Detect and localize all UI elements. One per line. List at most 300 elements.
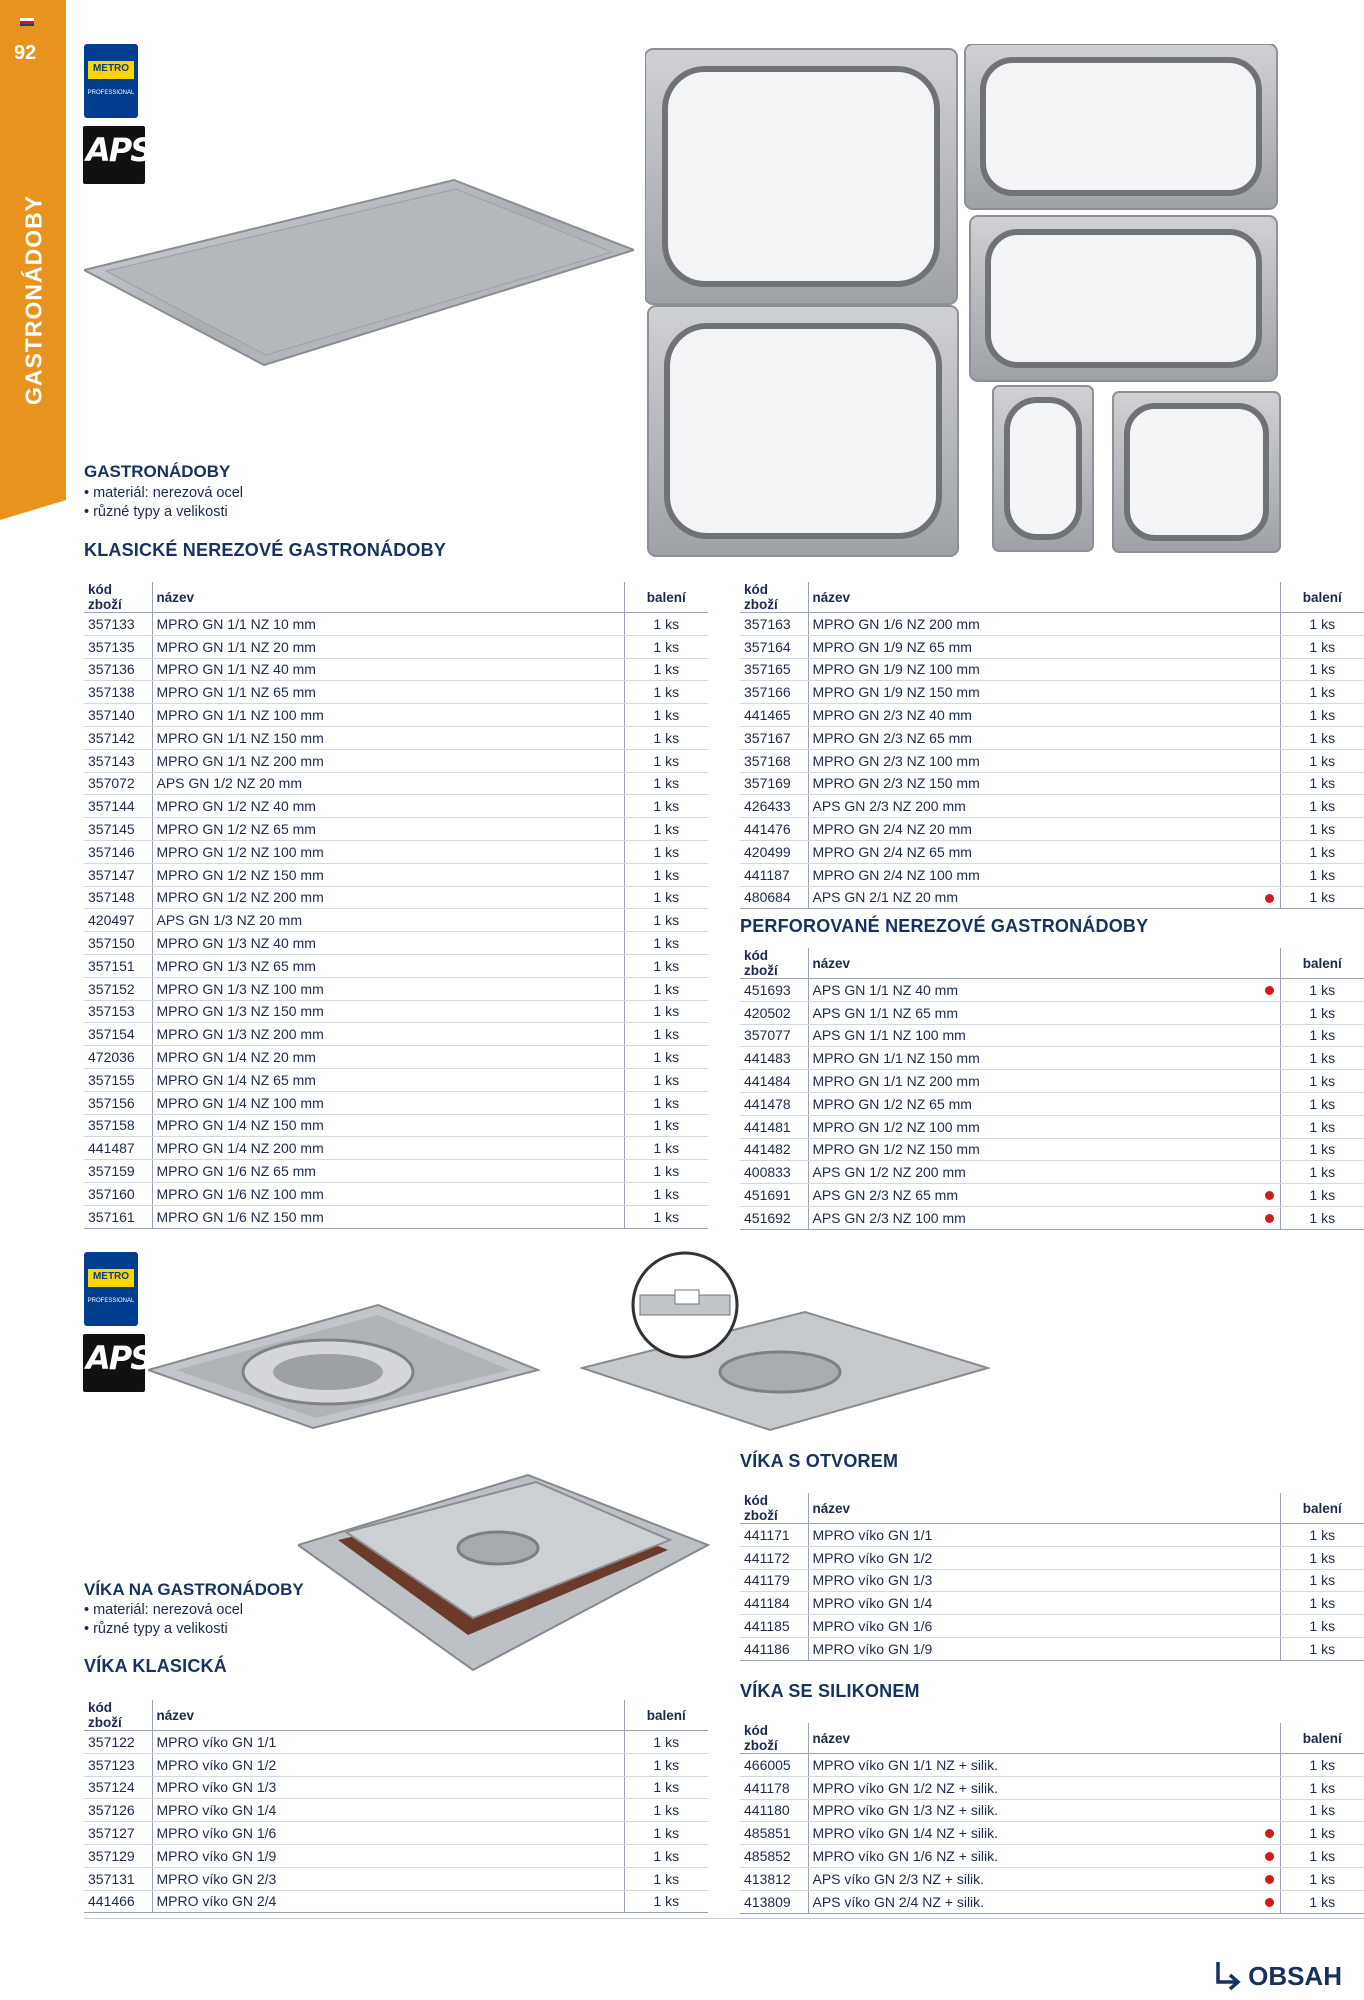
cell-code-text: 357155	[88, 1071, 135, 1088]
cell-name-text: MPRO GN 1/4 NZ 100 mm	[156, 1094, 324, 1111]
cell-code	[740, 886, 808, 909]
cell-name	[808, 749, 1280, 772]
cell-code	[84, 1091, 152, 1114]
cell-code	[84, 1000, 152, 1023]
cell-code	[740, 1867, 808, 1890]
cell-code-text: 441481	[744, 1118, 791, 1135]
cell-code	[84, 1776, 152, 1799]
cell-name-text: MPRO víko GN 1/4	[156, 1802, 277, 1819]
cell-code-text: 357131	[88, 1870, 135, 1887]
cell-name-text: MPRO GN 1/3 NZ 150 mm	[156, 1003, 324, 1020]
cell-pack-text: 1 ks	[653, 935, 680, 952]
table-row	[84, 1844, 708, 1867]
cell-name-text: APS víko GN 2/3 NZ + silik.	[812, 1870, 985, 1887]
new-item-dot-icon	[1265, 1191, 1274, 1200]
cell-code-text: 357126	[88, 1802, 135, 1819]
cell-name	[808, 1754, 1280, 1777]
table-row	[740, 863, 1364, 886]
cell-code	[740, 1206, 808, 1229]
cell-code-text: 441171	[744, 1526, 790, 1543]
cell-code-text: 420502	[744, 1004, 791, 1021]
cell-code-text: 357122	[88, 1733, 135, 1750]
cell-name-text: MPRO GN 1/6 NZ 100 mm	[156, 1185, 324, 1202]
table-row	[84, 909, 708, 932]
cell-name-text: APS GN 1/2 NZ 200 mm	[812, 1164, 966, 1181]
table-row	[84, 704, 708, 727]
cell-code	[84, 977, 152, 1000]
cell-code-text: 413809	[744, 1893, 791, 1910]
aps-logo: APS	[83, 126, 145, 184]
cell-pack-text: 1 ks	[1309, 1209, 1336, 1226]
cell-code-text: 357142	[88, 729, 135, 746]
cell-code	[740, 795, 808, 818]
cell-code	[740, 863, 808, 886]
table-row	[740, 1024, 1364, 1047]
cell-code	[740, 726, 808, 749]
cell-code	[84, 1205, 152, 1228]
table-row	[740, 886, 1364, 909]
cell-name	[152, 1046, 624, 1069]
cell-name	[808, 979, 1280, 1002]
cell-pack	[624, 658, 708, 681]
cell-name	[152, 863, 624, 886]
cell-code-text: 400833	[744, 1164, 791, 1181]
cell-code	[84, 1182, 152, 1205]
cell-code	[740, 1184, 808, 1207]
cell-pack	[624, 1160, 708, 1183]
cell-pack-text: 1 ks	[653, 1026, 680, 1043]
cell-name	[152, 635, 624, 658]
cell-pack-text: 1 ks	[653, 1071, 680, 1088]
cell-pack-text: 1 ks	[653, 1140, 680, 1157]
cell-code	[740, 1615, 808, 1638]
table-klasicke-right	[740, 582, 1364, 909]
cell-name	[152, 772, 624, 795]
cell-pack-text: 1 ks	[653, 957, 680, 974]
cell-code	[740, 1799, 808, 1822]
table-row	[740, 1092, 1364, 1115]
cell-name	[152, 726, 624, 749]
cell-code	[84, 840, 152, 863]
flag-icon	[20, 18, 34, 26]
table-vika-silikon	[740, 1723, 1364, 1914]
column-header-name: název	[808, 948, 1280, 979]
cell-code-text: 420497	[88, 912, 135, 929]
cell-name	[808, 1637, 1280, 1660]
cell-name-text: MPRO víko GN 1/9	[812, 1640, 933, 1657]
cell-pack	[1280, 1799, 1364, 1822]
cell-pack-text: 1 ks	[653, 775, 680, 792]
cell-pack-text: 1 ks	[1309, 1595, 1336, 1612]
cell-pack	[624, 635, 708, 658]
section2-bullets	[84, 1601, 243, 1639]
cell-code-text: 466005	[744, 1756, 791, 1773]
cell-code	[84, 726, 152, 749]
cell-pack-text: 1 ks	[653, 1893, 680, 1910]
table-row	[740, 681, 1364, 704]
cell-pack	[624, 772, 708, 795]
cell-pack	[1280, 681, 1364, 704]
table-row	[84, 635, 708, 658]
cell-code	[740, 1524, 808, 1547]
column-header-pack: balení	[624, 582, 708, 613]
table-header-row	[740, 948, 1364, 979]
table-row	[84, 1731, 708, 1754]
cell-name-text: MPRO víko GN 1/2	[812, 1549, 933, 1566]
cell-pack	[1280, 1047, 1364, 1070]
cell-name-text: MPRO GN 1/1 NZ 40 mm	[156, 661, 316, 678]
cell-code-text: 441179	[744, 1572, 790, 1589]
cell-pack	[1280, 1776, 1364, 1799]
cell-pack	[624, 886, 708, 909]
cell-name	[808, 635, 1280, 658]
table-row	[84, 1822, 708, 1845]
cell-name	[808, 1001, 1280, 1024]
table-row	[84, 726, 708, 749]
table-row	[84, 1867, 708, 1890]
cell-pack-text: 1 ks	[653, 821, 680, 838]
cell-code	[84, 1753, 152, 1776]
cell-pack-text: 1 ks	[653, 980, 680, 997]
cell-name	[152, 840, 624, 863]
cell-code-text: 357150	[88, 935, 135, 952]
table-row	[740, 1592, 1364, 1615]
cell-pack	[1280, 658, 1364, 681]
cell-name-text: MPRO GN 2/4 NZ 65 mm	[812, 843, 972, 860]
table-row	[740, 613, 1364, 636]
cell-name-text: MPRO GN 1/2 NZ 65 mm	[156, 821, 316, 838]
table-perforovane	[740, 948, 1364, 1230]
cell-name	[152, 1753, 624, 1776]
cell-name-text: MPRO víko GN 1/1	[156, 1733, 277, 1750]
cell-pack	[1280, 1115, 1364, 1138]
cell-name-text: MPRO GN 1/3 NZ 200 mm	[156, 1026, 324, 1043]
table-row	[740, 772, 1364, 795]
cell-name	[808, 1024, 1280, 1047]
cell-pack-text: 1 ks	[1309, 1050, 1336, 1067]
cell-name-text: MPRO GN 1/4 NZ 150 mm	[156, 1117, 324, 1134]
cell-pack	[624, 613, 708, 636]
cell-name-text: MPRO GN 1/1 NZ 150 mm	[156, 729, 324, 746]
cell-code-text: 451693	[744, 981, 791, 998]
cell-pack	[624, 954, 708, 977]
cell-code-text: 441476	[744, 821, 791, 838]
cell-name-text: MPRO víko GN 1/3	[156, 1779, 277, 1796]
column-header-pack: balení	[624, 1700, 708, 1731]
column-header-name: název	[152, 1700, 624, 1731]
cell-code-text: 441178	[744, 1779, 790, 1796]
cell-pack	[624, 863, 708, 886]
cell-pack-text: 1 ks	[1309, 775, 1336, 792]
cell-code	[84, 635, 152, 658]
subtitle-vika-silikon: VÍKA SE SILIKONEM	[740, 1681, 920, 1701]
table-row	[84, 840, 708, 863]
cell-pack-text: 1 ks	[653, 912, 680, 929]
cell-code-text: 357163	[744, 615, 791, 632]
cell-code	[740, 1001, 808, 1024]
cell-name-text: MPRO GN 1/6 NZ 65 mm	[156, 1163, 316, 1180]
cell-pack-text: 1 ks	[653, 1756, 680, 1773]
cell-name	[808, 1867, 1280, 1890]
cell-name	[152, 658, 624, 681]
new-item-dot-icon	[1265, 986, 1274, 995]
cell-name	[808, 1092, 1280, 1115]
table-row	[84, 863, 708, 886]
cell-code	[740, 979, 808, 1002]
cell-pack	[624, 681, 708, 704]
cell-code	[740, 1890, 808, 1913]
cell-code-text: 357147	[88, 866, 135, 883]
cell-pack-text: 1 ks	[1309, 1004, 1336, 1021]
cell-pack-text: 1 ks	[1309, 821, 1336, 838]
cell-pack	[624, 1731, 708, 1754]
cell-name	[808, 1047, 1280, 1070]
cell-name-text: MPRO víko GN 1/1 NZ + silik.	[812, 1756, 999, 1773]
cell-code-text: 441184	[744, 1595, 790, 1612]
cell-pack	[624, 704, 708, 727]
cell-pack-text: 1 ks	[653, 1003, 680, 1020]
cell-pack	[624, 726, 708, 749]
cell-name-text: APS GN 1/2 NZ 20 mm	[156, 775, 302, 792]
cell-pack	[1280, 795, 1364, 818]
cell-name-text: MPRO GN 1/1 NZ 10 mm	[156, 615, 316, 632]
cell-code	[84, 772, 152, 795]
cell-name	[808, 772, 1280, 795]
cell-name	[808, 1569, 1280, 1592]
table-row	[84, 1137, 708, 1160]
cell-pack	[624, 1753, 708, 1776]
cell-pack-text: 1 ks	[1309, 1640, 1336, 1657]
cell-pack	[1280, 818, 1364, 841]
cell-code-text: 485851	[744, 1825, 791, 1842]
cell-pack	[1280, 1524, 1364, 1547]
cell-code-text: 357133	[88, 615, 135, 632]
table-row	[84, 818, 708, 841]
cell-pack-text: 1 ks	[653, 1802, 680, 1819]
cell-code-text: 357156	[88, 1094, 135, 1111]
cell-pack	[624, 1182, 708, 1205]
cell-name-text: MPRO GN 1/1 NZ 20 mm	[156, 638, 316, 655]
cell-name	[152, 1776, 624, 1799]
subtitle-klasicke: KLASICKÉ NEREZOVÉ GASTRONÁDOBY	[84, 540, 447, 560]
cell-code-text: 357165	[744, 661, 791, 678]
cell-code-text: 357140	[88, 707, 135, 724]
cell-pack	[1280, 1024, 1364, 1047]
cell-name-text: MPRO víko GN 1/6	[812, 1618, 933, 1635]
table-row	[740, 1615, 1364, 1638]
cell-name	[808, 1592, 1280, 1615]
cell-name	[152, 1890, 624, 1913]
cell-name-text: MPRO GN 1/6 NZ 150 mm	[156, 1208, 324, 1225]
cell-pack-text: 1 ks	[1309, 1870, 1336, 1887]
table-row	[84, 1068, 708, 1091]
table-row	[740, 1890, 1364, 1913]
cell-code	[84, 1890, 152, 1913]
cell-name	[808, 1184, 1280, 1207]
cell-name	[808, 1070, 1280, 1093]
cell-code-text: 441466	[88, 1893, 135, 1910]
cell-code	[84, 863, 152, 886]
side-label: GASTRONÁDOBY	[20, 194, 47, 406]
new-item-dot-icon	[1265, 894, 1274, 903]
table-row	[84, 1023, 708, 1046]
cell-pack-text: 1 ks	[1309, 889, 1336, 906]
cell-code-text: 357145	[88, 821, 135, 838]
table-row	[84, 1182, 708, 1205]
table-klasicke-left	[84, 582, 708, 1229]
cell-code-text: 441484	[744, 1073, 791, 1090]
cell-code-text: 441180	[744, 1802, 790, 1819]
cell-code-text: 357168	[744, 752, 791, 769]
cell-code	[84, 658, 152, 681]
cell-name-text: MPRO GN 1/3 NZ 40 mm	[156, 935, 316, 952]
cell-code	[84, 1731, 152, 1754]
cell-code-text: 357127	[88, 1825, 135, 1842]
cell-pack-text: 1 ks	[653, 843, 680, 860]
table-row	[84, 1046, 708, 1069]
table-row	[84, 613, 708, 636]
cell-pack-text: 1 ks	[653, 889, 680, 906]
cell-code	[740, 1138, 808, 1161]
cell-code	[740, 772, 808, 795]
cell-pack-text: 1 ks	[1309, 798, 1336, 815]
cell-code	[740, 1776, 808, 1799]
table-row	[740, 1115, 1364, 1138]
table-row	[84, 1753, 708, 1776]
contents-link-label: OBSAH	[1248, 1960, 1342, 1991]
table-row	[84, 681, 708, 704]
cell-pack	[1280, 1092, 1364, 1115]
cell-code	[740, 681, 808, 704]
cell-name	[808, 1890, 1280, 1913]
cell-code	[740, 1070, 808, 1093]
cell-pack-text: 1 ks	[1309, 1526, 1336, 1543]
cell-pack-text: 1 ks	[653, 1185, 680, 1202]
table-row	[84, 772, 708, 795]
cell-name	[808, 1115, 1280, 1138]
cell-code-text: 357135	[88, 638, 135, 655]
cell-code-text: 451691	[744, 1187, 791, 1204]
cell-name	[808, 818, 1280, 841]
cell-name-text: MPRO GN 1/1 NZ 200 mm	[812, 1073, 980, 1090]
table-row	[84, 1890, 708, 1913]
cell-code	[740, 749, 808, 772]
cell-code	[84, 1160, 152, 1183]
table-row	[84, 1000, 708, 1023]
cell-code-text: 357166	[744, 684, 791, 701]
cell-pack-text: 1 ks	[653, 1779, 680, 1796]
cell-name	[152, 1160, 624, 1183]
cell-pack-text: 1 ks	[1309, 1618, 1336, 1635]
cell-name	[808, 863, 1280, 886]
cell-name	[808, 726, 1280, 749]
cell-name-text: MPRO GN 2/3 NZ 100 mm	[812, 752, 980, 769]
cell-pack-text: 1 ks	[653, 1094, 680, 1111]
cell-pack	[1280, 979, 1364, 1002]
cell-code-text: 441172	[744, 1549, 790, 1566]
cell-name	[152, 1799, 624, 1822]
cell-name	[808, 1206, 1280, 1229]
cell-code	[740, 658, 808, 681]
cell-code	[84, 954, 152, 977]
cell-pack	[624, 1068, 708, 1091]
table-header-row	[740, 582, 1364, 613]
table-row	[740, 1822, 1364, 1845]
cell-code	[740, 1546, 808, 1569]
cell-pack-text: 1 ks	[1309, 866, 1336, 883]
cell-pack	[1280, 1001, 1364, 1024]
cell-pack	[1280, 1138, 1364, 1161]
cell-code	[740, 613, 808, 636]
table-row	[740, 979, 1364, 1002]
cell-pack	[624, 749, 708, 772]
cell-pack-text: 1 ks	[1309, 1802, 1336, 1819]
new-item-dot-icon	[1265, 1214, 1274, 1223]
cell-pack-text: 1 ks	[653, 615, 680, 632]
cell-name-text: MPRO GN 1/1 NZ 100 mm	[156, 707, 324, 724]
table-row	[84, 1799, 708, 1822]
cell-name	[808, 1524, 1280, 1547]
metro-professional-logo: METRO PROFESSIONAL	[84, 44, 138, 118]
contents-link[interactable]	[1212, 1960, 1342, 1992]
cell-code	[84, 1023, 152, 1046]
cell-name-text: MPRO GN 2/4 NZ 20 mm	[812, 821, 972, 838]
cell-name-text: MPRO GN 1/9 NZ 150 mm	[812, 684, 980, 701]
table-header-row	[740, 1723, 1364, 1754]
cell-pack	[1280, 1822, 1364, 1845]
cell-name	[808, 1822, 1280, 1845]
cell-name-text: APS GN 2/3 NZ 200 mm	[812, 798, 966, 815]
cell-code-text: 480684	[744, 889, 791, 906]
cell-name	[808, 795, 1280, 818]
cell-name-text: MPRO GN 2/3 NZ 40 mm	[812, 707, 972, 724]
column-header-code: kód zboží	[740, 1723, 808, 1754]
cell-pack-text: 1 ks	[653, 1847, 680, 1864]
cell-pack-text: 1 ks	[1309, 1779, 1336, 1796]
cell-pack-text: 1 ks	[1309, 1187, 1336, 1204]
cell-code-text: 357161	[88, 1208, 135, 1225]
lid-with-opening-image	[580, 1250, 990, 1450]
cell-code	[740, 1637, 808, 1660]
cell-code	[740, 1754, 808, 1777]
cell-pack-text: 1 ks	[653, 1208, 680, 1225]
table-header-row	[84, 1700, 708, 1731]
cell-pack-text: 1 ks	[1309, 1756, 1336, 1773]
cell-name	[808, 1776, 1280, 1799]
cell-code-text: 441487	[88, 1140, 135, 1157]
cell-code	[84, 1867, 152, 1890]
cell-code	[84, 886, 152, 909]
cell-code-text: 357158	[88, 1117, 135, 1134]
table-row	[740, 1799, 1364, 1822]
table-row	[740, 1138, 1364, 1161]
cell-name-text: MPRO víko GN 2/3	[156, 1870, 277, 1887]
cell-pack-text: 1 ks	[1309, 843, 1336, 860]
cell-name	[152, 1867, 624, 1890]
cell-pack	[624, 1091, 708, 1114]
cell-name-text: MPRO víko GN 1/9	[156, 1847, 277, 1864]
cell-name-text: MPRO GN 1/2 NZ 200 mm	[156, 889, 324, 906]
cell-code-text: 357144	[88, 798, 135, 815]
footer-divider	[84, 1918, 1364, 1919]
metro-professional-logo-2: METRO PROFESSIONAL	[84, 1252, 138, 1326]
cell-code-text: 472036	[88, 1049, 135, 1066]
table-row	[740, 726, 1364, 749]
page-number: 92	[14, 42, 37, 64]
cell-pack-text: 1 ks	[653, 752, 680, 769]
cell-name	[152, 749, 624, 772]
subtitle-vika-klasicka: VÍKA KLASICKÁ	[84, 1656, 227, 1676]
